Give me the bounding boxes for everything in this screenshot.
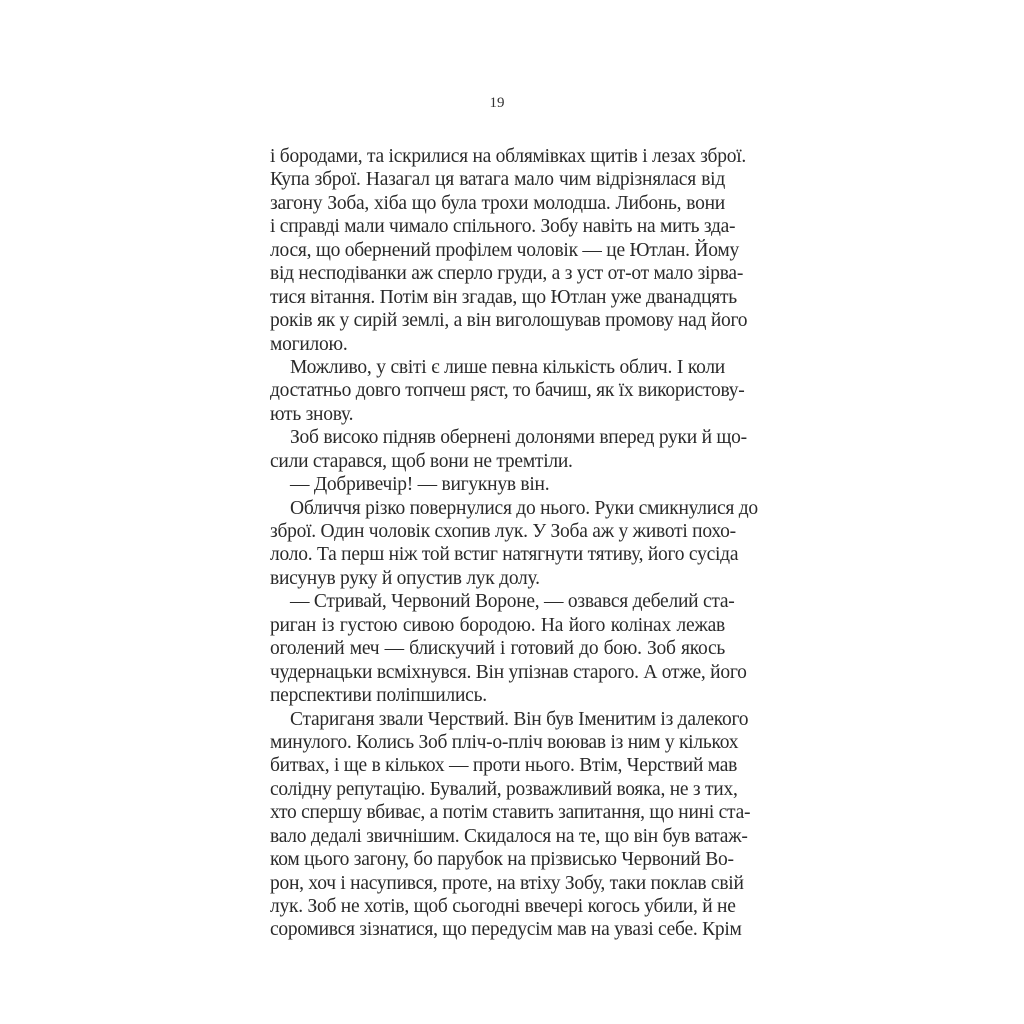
text-line: лоло. Та перш ніж той встиг натягнути тятиву, його сусіда [270,544,739,566]
text-line: Обличчя різко повернулися до нього. Руки смикнулися до [290,497,758,519]
text-line: лося, що обернений профілем чоловік — це Ютлан. Йому [270,239,739,261]
text-line: Стариганя звали Черствий. Він був Іменитим із далекого [290,708,749,730]
text-line: — Стривай, Червоний Вороне, — озвався дебелий ста- [290,591,735,613]
text-line: риган із густою сивою бородою. На його колінах лежав [270,614,725,636]
text-line: Можливо, у світі є лише певна кількість облич. І коли [290,356,725,378]
text-line: загону Зоба, хіба що була трохи молодша. Либонь, вони [270,192,725,214]
text-line: — Добривечір! — вигукнув він. [290,474,550,496]
text-line: Зоб високо підняв обернені долонями вперед руки й що- [290,427,747,449]
text-line: вало дедалі звичнішим. Скидалося на те, що він був ватаж- [270,825,748,847]
text-line: тися вітання. Потім він згадав, що Ютлан уже дванадцять [270,286,737,308]
text-line: перспективи поліпшились. [270,685,487,707]
text-line: достатньо довго топчеш ряст, то бачиш, як їх використову- [270,380,745,402]
text-line: лук. Зоб не хотів, щоб сьогодні ввечері когось убили, й не [270,896,736,917]
text-line: ком цього загону, бо парубок на прізвисько Червоний Во- [270,849,734,871]
text-line: хто спершу вбиває, а потім ставить запитання, що нині ста- [270,802,751,824]
body-text [270,145,758,942]
text-line: зброї. Один чоловік схопив лук. У Зоба аж у животі похо- [270,521,736,542]
text-line: висунув руку й опустив лук долу. [270,567,540,589]
text-line: ють знову. [270,403,354,425]
text-line: соромився зізнатися, що передусім мав на увазі себе. Крім [270,919,742,941]
text-line: Купа зброї. Назагал ця ватага мало чим відрізнялася від [270,169,725,191]
text-line: від несподіванки аж сперло груди, а з уст от-от мало зірва- [270,263,744,285]
text-line: сили старався, щоб вони не тремтіли. [270,450,573,472]
text-line: рон, хоч і насупився, проте, на втіху Зобу, таки поклав свій [270,872,744,894]
text-line: могилою. [270,333,348,355]
text-line: і справді мали чимало спільного. Зобу навіть на мить зда- [270,216,736,238]
page-number: 19 [489,95,505,111]
text-line: битвах, і ще в кількох — проти нього. Втім, Черствий мав [270,755,738,777]
text-line: років як у сирій землі, а він виголошував промову над його [270,310,748,332]
text-line: і бородами, та іскрилися на облямівках щитів і лезах зброї. [270,146,747,167]
text-line: чудернацьки всміхнувся. Він упізнав старого. А отже, його [270,661,747,683]
text-line: оголений меч — блискучий і готовий до бою. Зоб якось [270,638,725,660]
text-line: минулого. Колись Зоб пліч-о-пліч воював із ним у кількох [270,731,739,753]
text-line: солідну репутацію. Бувалий, розважливий вояка, не з тих, [270,778,738,800]
